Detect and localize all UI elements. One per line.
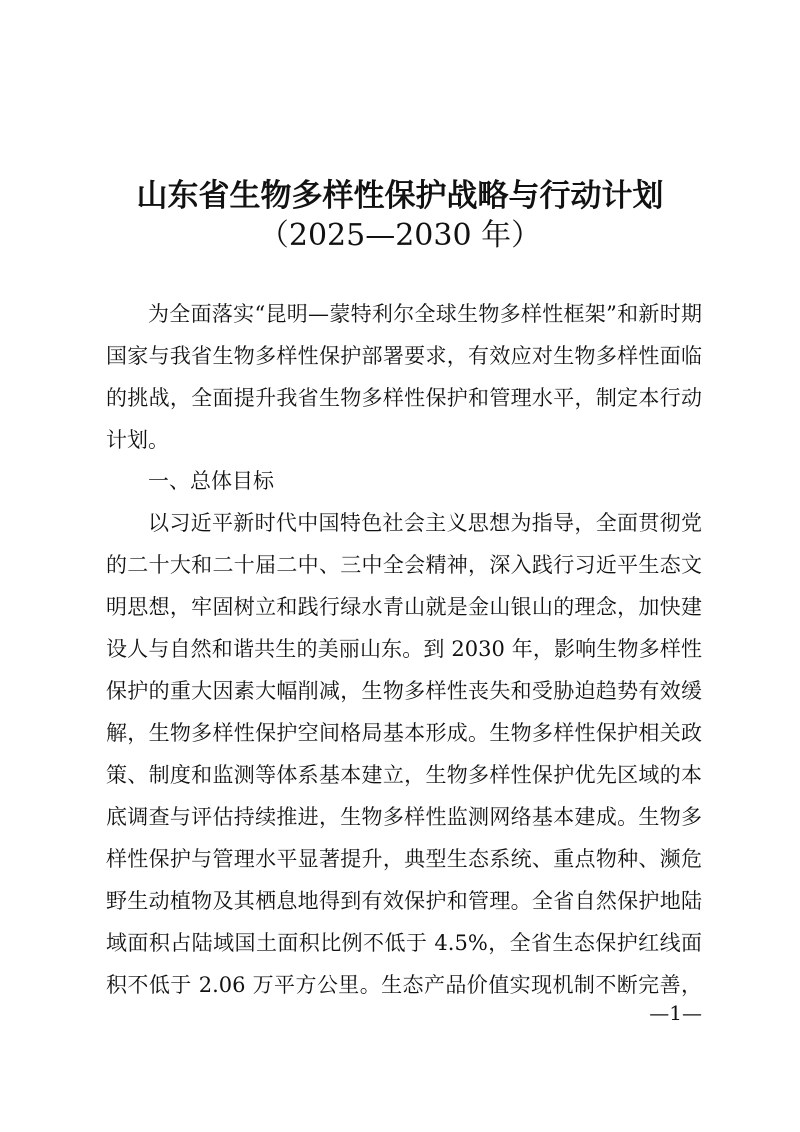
body-paragraph-line: 底调查与评估持续推进，生物多样性监测网络基本建成。生物多 [106,805,702,829]
intro-paragraph-line: 为全面落实“昆明—蒙特利尔全球生物多样性框架”和新时期 [148,302,702,326]
section-heading: 一、总体目标 [148,469,274,493]
document-title: 山东省生物多样性保护战略与行动计划 [136,178,664,214]
body-paragraph-line: 积不低于 2.06 万平方公里。生态产品价值实现机制不断完善， [106,973,702,997]
body-paragraph-line: 解，生物多样性保护空间格局基本形成。生物多样性保护相关政 [106,721,702,745]
body-paragraph-line: 设人与自然和谐共生的美丽山东。到 2030 年，影响生物多样性 [106,637,702,661]
document-subtitle-years: （2025—2030 年） [258,218,542,253]
body-paragraph-line: 野生动植物及其栖息地得到有效保护和管理。全省自然保护地陆 [106,889,702,913]
body-paragraph-line: 样性保护与管理水平显著提升，典型生态系统、重点物种、濒危 [106,847,702,871]
body-paragraph-line: 的二十大和二十届二中、三中全会精神，深入践行习近平生态文 [106,553,702,577]
page-number: —1— [649,1001,702,1025]
intro-paragraph-line: 的挑战，全面提升我省生物多样性保护和管理水平，制定本行动 [106,386,702,410]
body-paragraph-line: 策、制度和监测等体系基本建立，生物多样性保护优先区域的本 [106,763,702,787]
body-paragraph-line: 以习近平新时代中国特色社会主义思想为指导，全面贯彻党 [148,511,702,535]
body-paragraph-line: 域面积占陆域国土面积比例不低于 4.5%，全省生态保护红线面 [106,931,702,955]
intro-paragraph-line: 国家与我省生物多样性保护部署要求，有效应对生物多样性面临 [106,344,702,368]
body-paragraph-line: 明思想，牢固树立和践行绿水青山就是金山银山的理念，加快建 [106,595,702,619]
body-paragraph-line: 保护的重大因素大幅削减，生物多样性丧失和受胁迫趋势有效缓 [106,679,702,703]
intro-paragraph-line: 计划。 [106,428,169,452]
